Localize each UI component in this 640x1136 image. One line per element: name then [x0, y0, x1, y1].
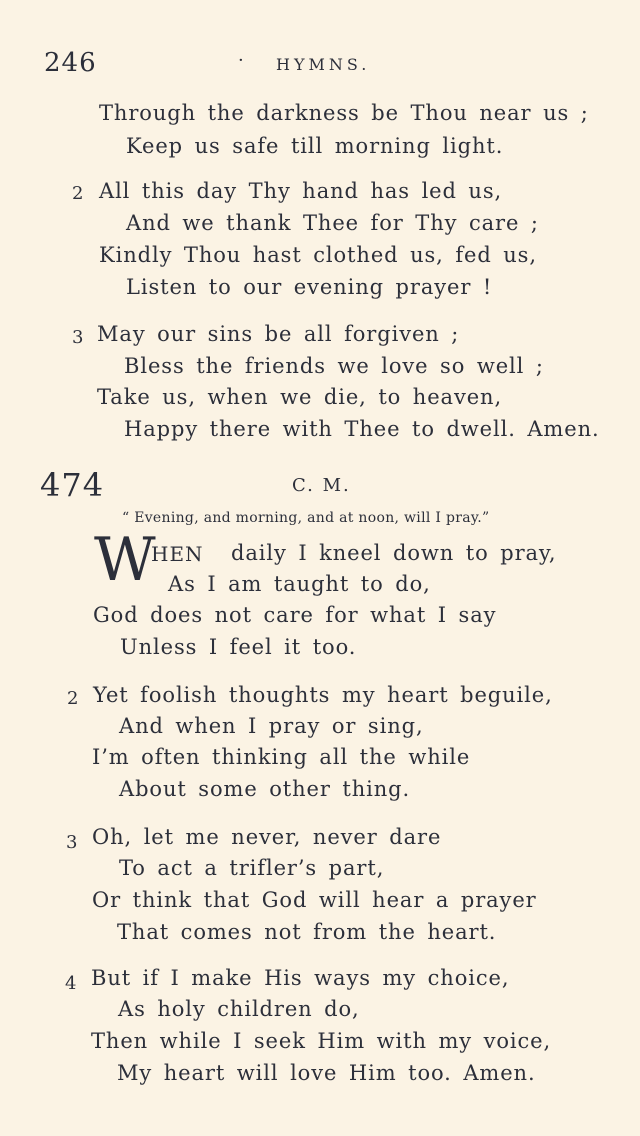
verse-line: To act a trifler’s part,: [119, 856, 385, 880]
verse-line: Unless I feel it too.: [120, 635, 357, 659]
verse-line: daily I kneel down to pray,: [231, 541, 557, 565]
verse-line: But if I make His ways my choice,: [91, 966, 510, 990]
verse-line: My heart will love Him too. Amen.: [117, 1061, 536, 1085]
verse-line: All this day Thy hand has led us,: [99, 179, 503, 203]
first-word-rest: HEN: [151, 542, 204, 566]
verse-line: I’m often thinking all the while: [92, 745, 471, 769]
hymn-number: 474: [40, 466, 105, 504]
verse-line: Happy there with Thee to dwell. Amen.: [124, 417, 600, 441]
header-dot: ·: [238, 50, 244, 71]
verse-line: And when I pray or sing,: [119, 714, 424, 738]
verse-line: Then while I seek Him with my voice,: [91, 1029, 552, 1053]
verse-line: As holy children do,: [118, 997, 360, 1021]
verse-number: 3: [66, 832, 78, 853]
verse-line: Yet foolish thoughts my heart beguile,: [93, 683, 553, 707]
verse-line: Keep us safe till morning light.: [126, 134, 504, 158]
page-number: 246: [44, 48, 97, 78]
verse-line: God does not care for what I say: [93, 603, 497, 627]
verse-line: Take us, when we die, to heaven,: [97, 385, 503, 409]
verse-line: And we thank Thee for Thy care ;: [126, 211, 539, 235]
hymn-epigraph: “ Evening, and morning, and at noon, will I pray.”: [122, 510, 490, 526]
verse-number: 2: [67, 688, 79, 709]
verse-line: That comes not from the heart.: [117, 920, 497, 944]
verse-number: 2: [72, 183, 84, 204]
drop-cap: W: [94, 525, 156, 595]
verse-line: May our sins be all forgiven ;: [97, 322, 460, 346]
verse-line: Oh, let me never, never dare: [92, 825, 442, 849]
verse-line: Kindly Thou hast clothed us, fed us,: [99, 243, 537, 267]
verse-line: As I am taught to do,: [168, 572, 431, 596]
verse-number: 3: [72, 327, 84, 348]
verse-line: Bless the friends we love so well ;: [124, 354, 544, 378]
verse-line: Or think that God will hear a prayer: [92, 888, 537, 912]
verse-line: About some other thing.: [119, 777, 411, 801]
verse-line: Listen to our evening prayer !: [126, 275, 493, 299]
running-head: HYMNS.: [276, 55, 371, 74]
hymn-meter: C. M.: [292, 475, 351, 496]
verse-number: 4: [65, 973, 77, 994]
verse-line: Through the darkness be Thou near us ;: [99, 101, 589, 125]
